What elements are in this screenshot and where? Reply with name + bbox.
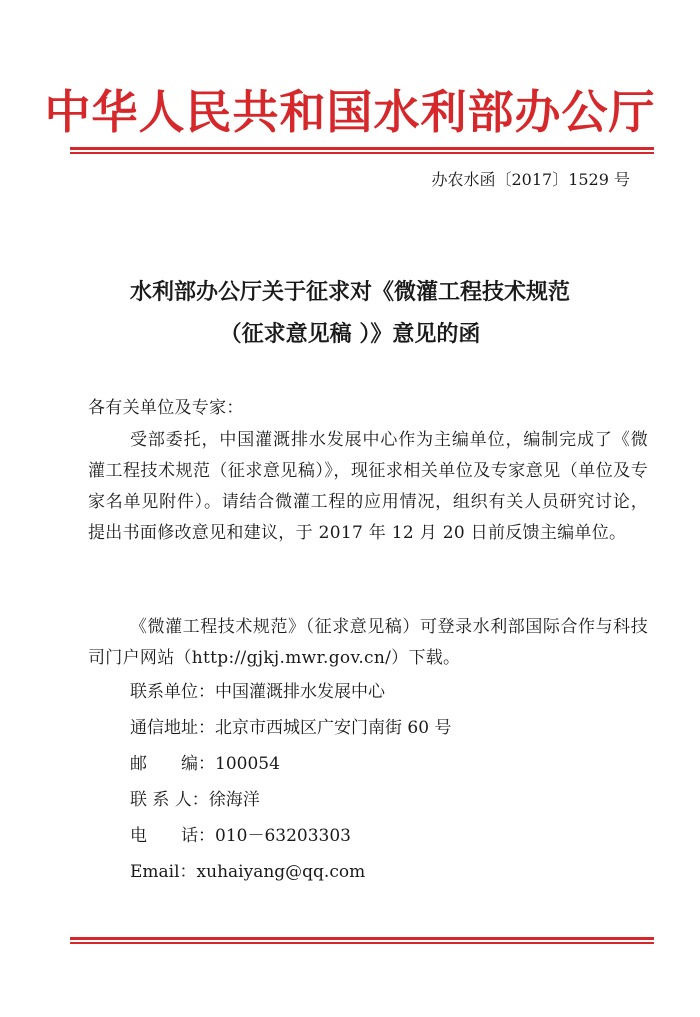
masthead-title: 中华人民共和国水利部办公厅: [44, 85, 656, 139]
contact-phone: 电 话：010－63203303: [130, 826, 351, 846]
contact-person: 联 系 人：徐海洋: [130, 790, 260, 810]
salutation: 各有关单位及专家：: [88, 398, 244, 418]
body-paragraph-1: 受部委托，中国灌溉排水发展中心作为主编单位，编制完成了《微灌工程技术规范（征求意见稿）》，现征求相关单位及专家意见（单位及专家名单见附件）。请结合微灌工程的应用情况，组织有关人员研究讨论，提出书面修改意见和建议，于 2017 年 12 月 20 日前反馈主编单位。: [88, 430, 648, 543]
document-number: 办农水函〔2017〕1529 号: [431, 170, 630, 189]
masthead-red-rule-thin: [70, 152, 654, 154]
letter-title-line-1: 水利部办公厅关于征求对《微灌工程技术规范: [129, 280, 570, 305]
contact-address: 通信地址：北京市西城区广安门南街 60 号: [130, 718, 452, 738]
contact-email: Email：xuhaiyang@qq.com: [130, 862, 366, 882]
masthead-red-rule: [70, 147, 654, 150]
footer-red-rule-thin: [70, 942, 654, 944]
contact-block: [130, 674, 451, 890]
body-paragraph-2: 《微灌工程技术规范》（征求意见稿）可登录水利部国际合作与科技司门户网站（http://gjkj.mwr.gov.cn/）下载。: [88, 617, 648, 668]
letter-title-line-2: （征求意见稿 ）》意见的函: [219, 322, 481, 347]
contact-unit: 联系单位：中国灌溉排水发展中心: [130, 682, 385, 702]
contact-postcode: 邮 编：100054: [130, 754, 280, 774]
footer-red-rule: [70, 937, 654, 940]
